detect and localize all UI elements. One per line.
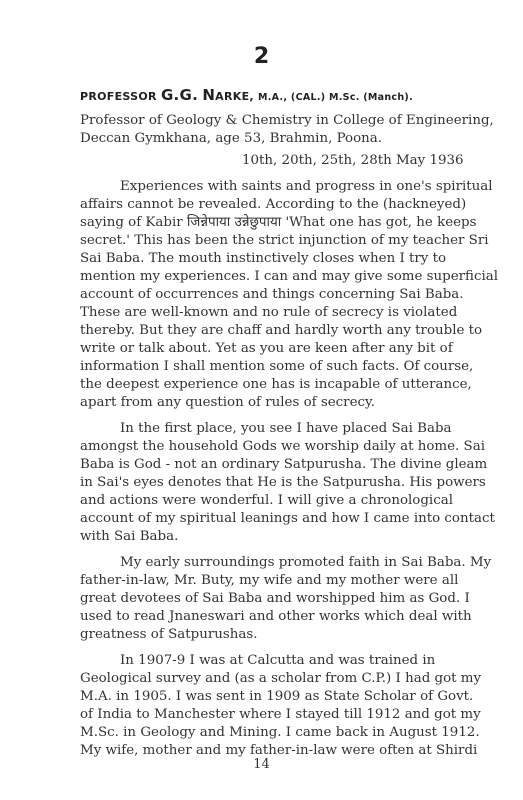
text-line: Experiences with saints and progress in one's spiritual — [120, 179, 493, 194]
chapter-number: 2 — [253, 44, 270, 69]
text-line: amongst the household Gods we worship daily at home. Sai — [80, 439, 485, 454]
text-line: My wife, mother and my father-in-law were often at Shirdi — [80, 743, 478, 758]
text-line: Baba is God - not an ordinary Satpurusha. The divine gleam — [80, 457, 488, 472]
text-line: account of my spiritual leanings and how I came into contact — [80, 511, 495, 526]
text-line: M.A. in 1905. I was sent in 1909 as State Scholar of Govt. — [80, 689, 474, 704]
text-line: the deepest experience one has is incapable of utterance, — [80, 377, 472, 392]
heading-surname-rest: ARKE, — [215, 90, 254, 103]
text-line: father-in-law, Mr. Buty, my wife and my mother were all — [80, 573, 459, 588]
text-line: Sai Baba. The mouth instinctively closes when I try to — [80, 251, 447, 266]
heading-prefix: PROFESSOR — [80, 90, 157, 103]
text-line: secret.' This has been the strict injunction of my teacher Sri — [80, 233, 489, 248]
text-line: in Sai's eyes denotes that He is the Satpurusha. His powers — [80, 475, 486, 490]
text-line: My early surroundings promoted faith in Sai Baba. My — [120, 555, 492, 570]
text-line: information I shall mention some of such facts. Of course, — [80, 359, 474, 374]
text-line: affairs cannot be revealed. According to the (hackneyed) — [80, 197, 467, 212]
text-line: M.Sc. in Geology and Mining. I came back in August 1912. — [80, 725, 480, 740]
heading-initials: G.G. — [160, 86, 199, 104]
text-line: thereby. But they are chaff and hardly worth any trouble to — [80, 323, 483, 338]
date-line: 10th, 20th, 25th, 28th May 1936 — [242, 153, 464, 168]
text-line: saying of Kabir जिन्नेपाया उन्नेछुपाया 'What one has got, he keeps — [80, 215, 477, 230]
heading-surname-initial: N — [202, 86, 216, 104]
text-line: great devotees of Sai Baba and worshipped him as God. I — [80, 591, 470, 606]
chapter-heading — [80, 86, 413, 104]
text-line: Geological survey and (as a scholar from C.P.) I had got my — [80, 671, 482, 686]
text-line: apart from any question of rules of secrecy. — [80, 395, 376, 410]
text-line: with Sai Baba. — [80, 529, 179, 544]
text-line: of India to Manchester where I stayed till 1912 and got my — [80, 707, 481, 722]
text-line: Professor of Geology & Chemistry in College of Engineering, — [80, 113, 494, 128]
text-line: In 1907-9 I was at Calcutta and was trained in — [120, 653, 436, 668]
heading-degrees: M.A., (CAL.) M.Sc. (Manch). — [258, 92, 413, 103]
text-line: account of occurrences and things concerning Sai Baba. — [80, 287, 464, 302]
text-line: In the first place, you see I have placed Sai Baba — [120, 421, 452, 436]
text-line: used to read Jnaneswari and other works which deal with — [80, 609, 472, 624]
text-line: Deccan Gymkhana, age 53, Brahmin, Poona. — [80, 131, 383, 146]
text-line: write or talk about. Yet as you are keen after any bit of — [80, 341, 453, 356]
page-number: 14 — [253, 757, 270, 772]
text-line: mention my experiences. I can and may give some superficial — [80, 269, 499, 284]
text-line: These are well-known and no rule of secrecy is violated — [80, 305, 458, 320]
text-line: greatness of Satpurushas. — [80, 627, 258, 642]
text-line: and actions were wonderful. I will give a chronological — [80, 493, 453, 508]
